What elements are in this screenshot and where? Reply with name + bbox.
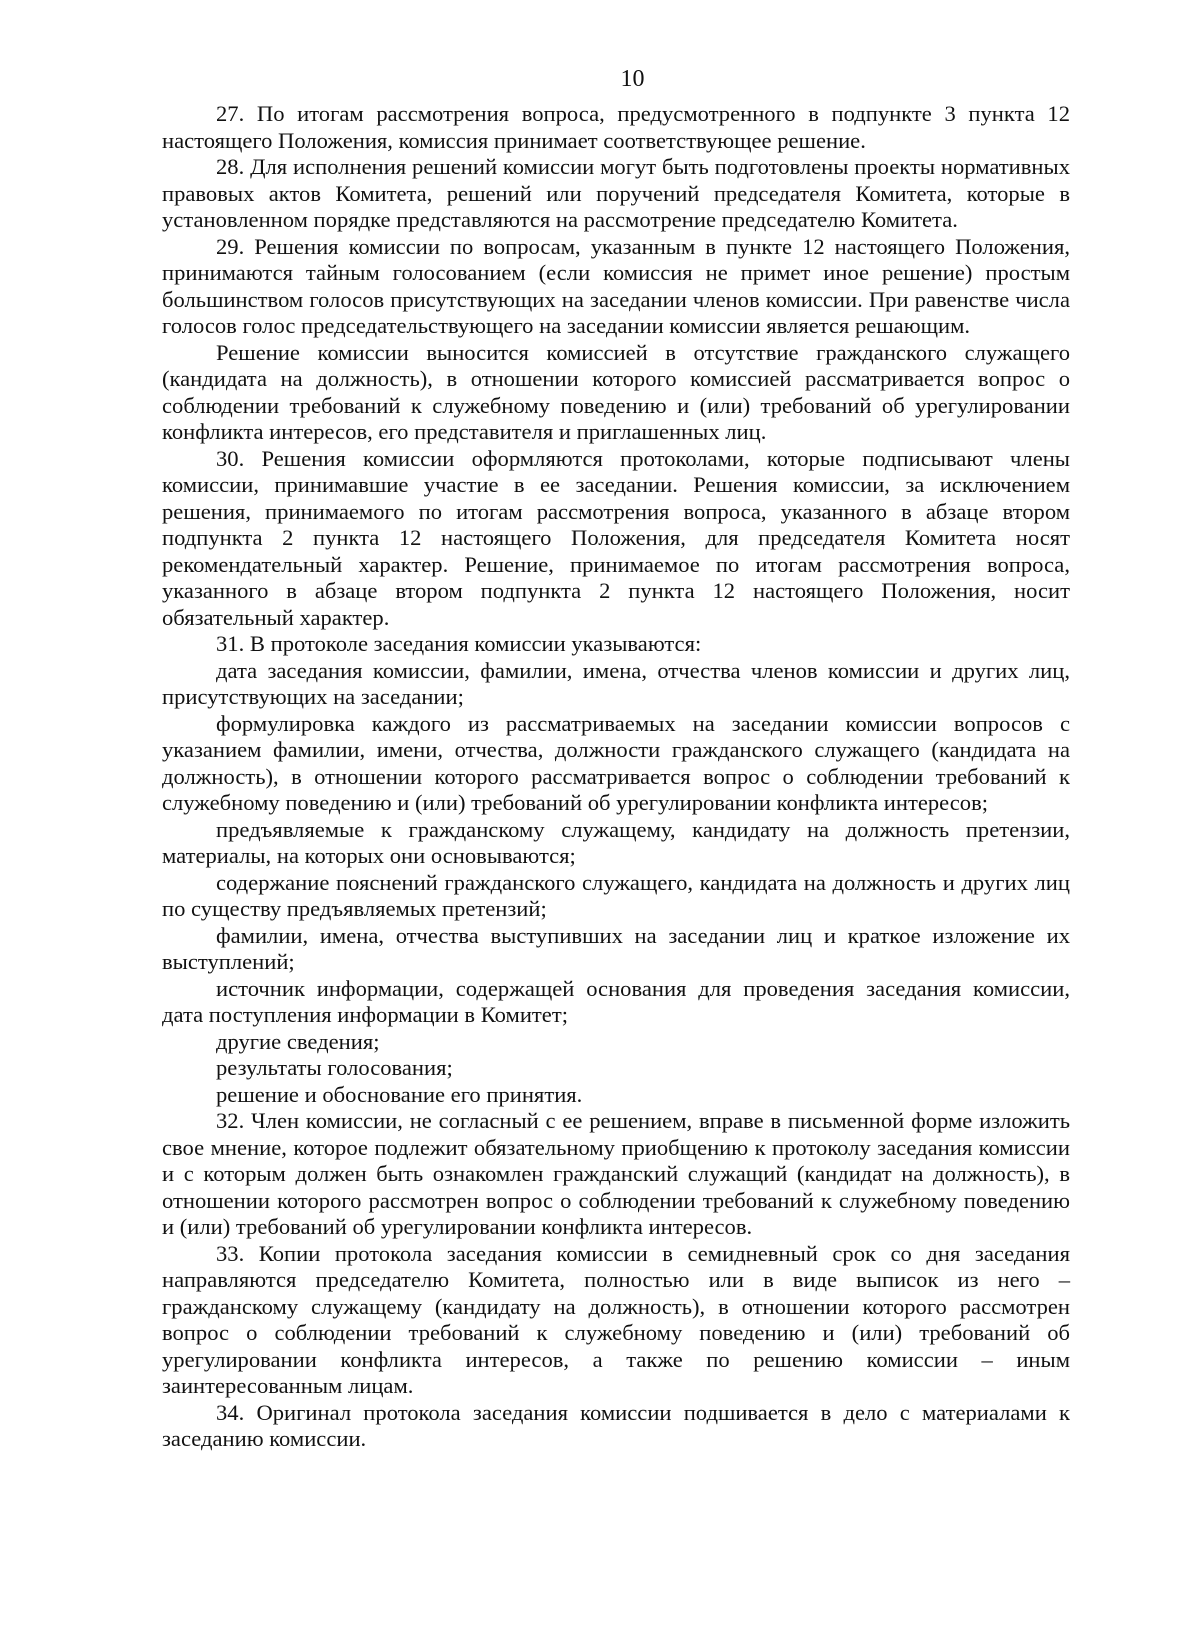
paragraph-item-31: 31. В протоколе заседания комиссии указываются: bbox=[216, 631, 702, 656]
list-item-voting-results: результаты голосования; bbox=[216, 1055, 453, 1080]
paragraph-item-27: 27. По итогам рассмотрения вопроса, предусмотренного в подпункте 3 пункта 12 настоящего Положения, комиссия принимает соответствующее решение. bbox=[162, 101, 1070, 153]
list-item-speakers: фамилии, имена, отчества выступивших на заседании лиц и краткое изложение их выступлений; bbox=[162, 922, 1070, 974]
paragraph-item-33: 33. Копии протокола заседания комиссии в семидневный срок со дня заседания направляются председателю Комитета, полностью или в виде выписок из него – гражданскому служащему (кандидату на должность), в отношении которого рассмотрен вопрос о соблюдении требований к служебному поведению и (или) требований об урегулировании конфликта интересов, а также по решению комиссии – иным заинтересованным лицам. bbox=[162, 1240, 1070, 1398]
list-item-meeting-date: дата заседания комиссии, фамилии, имена, отчества членов комиссии и других лиц, присутствующих на заседании; bbox=[162, 657, 1070, 709]
list-item-other-info: другие сведения; bbox=[216, 1028, 380, 1054]
paragraph-item-29-continuation: Решение комиссии выносится комиссией в отсутствие гражданского служащего (кандидата на должность), в отношении которого комиссией рассматривается вопрос о соблюдении требований к служебному поведению и (или) требований об урегулировании конфликта интересов, его представителя и приглашенных лиц. bbox=[162, 339, 1070, 444]
list-item-explanations: содержание пояснений гражданского служащего, кандидата на должность и других лиц по существу предъявляемых претензий; bbox=[162, 869, 1070, 921]
paragraph-item-29: 29. Решения комиссии по вопросам, указанным в пункте 12 настоящего Положения, принимаются тайным голосованием (если комиссия не примет иное решение) простым большинством голосов присутствующих на заседании членов комиссии. При равенстве числа голосов голос председательствующего на заседании комиссии является решающим. bbox=[162, 233, 1070, 338]
paragraph-item-28: 28. Для исполнения решений комиссии могут быть подготовлены проекты нормативных правовых актов Комитета, решений или поручений председателя Комитета, которые в установленном порядке представляются на рассмотрение председателю Комитета. bbox=[162, 154, 1070, 232]
paragraph-item-34: 34. Оригинал протокола заседания комиссии подшивается в дело с материалами к заседанию комиссии. bbox=[162, 1399, 1070, 1451]
paragraph-item-30: 30. Решения комиссии оформляются протоколами, которые подписывают члены комиссии, принимавшие участие в ее заседании. Решения комиссии, за исключением решения, принимаемого по итогам рассмотрения вопроса, указанного в абзаце втором подпункта 2 пункта 12 настоящего Положения, для председателя Комитета носят рекомендательный характер. Решение, принимаемое по итогам рассмотрения вопроса, указанного в абзаце втором подпункта 2 пункта 12 настоящего Положения, носит обязательный характер. bbox=[162, 445, 1070, 630]
list-item-decision: решение и обоснование его принятия. bbox=[216, 1081, 583, 1107]
paragraph-item-32: 32. Член комиссии, не согласный с ее решением, вправе в письменной форме изложить свое мнение, которое подлежит обязательному приобщению к протоколу заседания комиссии и с которым должен быть ознакомлен гражданский служащий (кандидат на должность), в отношении которого рассмотрен вопрос о соблюдении требований к служебному поведению и (или) требований об урегулировании конфликта интересов. bbox=[162, 1108, 1070, 1239]
page-number: 10 bbox=[620, 66, 645, 92]
document-body bbox=[162, 101, 1070, 1453]
list-item-information-source: источник информации, содержащей основания для проведения заседания комиссии, дата поступления информации в Комитет; bbox=[162, 975, 1070, 1027]
list-item-question-wording: формулировка каждого из рассматриваемых на заседании комиссии вопросов с указанием фамилии, имени, отчества, должности гражданского служащего (кандидата на должность), в отношении которого рассматривается вопрос о соблюдении требований к служебному поведению и (или) требований об урегулировании конфликта интересов; bbox=[162, 710, 1070, 815]
list-item-claims: предъявляемые к гражданскому служащему, кандидату на должность претензии, материалы, на которых они основываются; bbox=[162, 816, 1070, 868]
